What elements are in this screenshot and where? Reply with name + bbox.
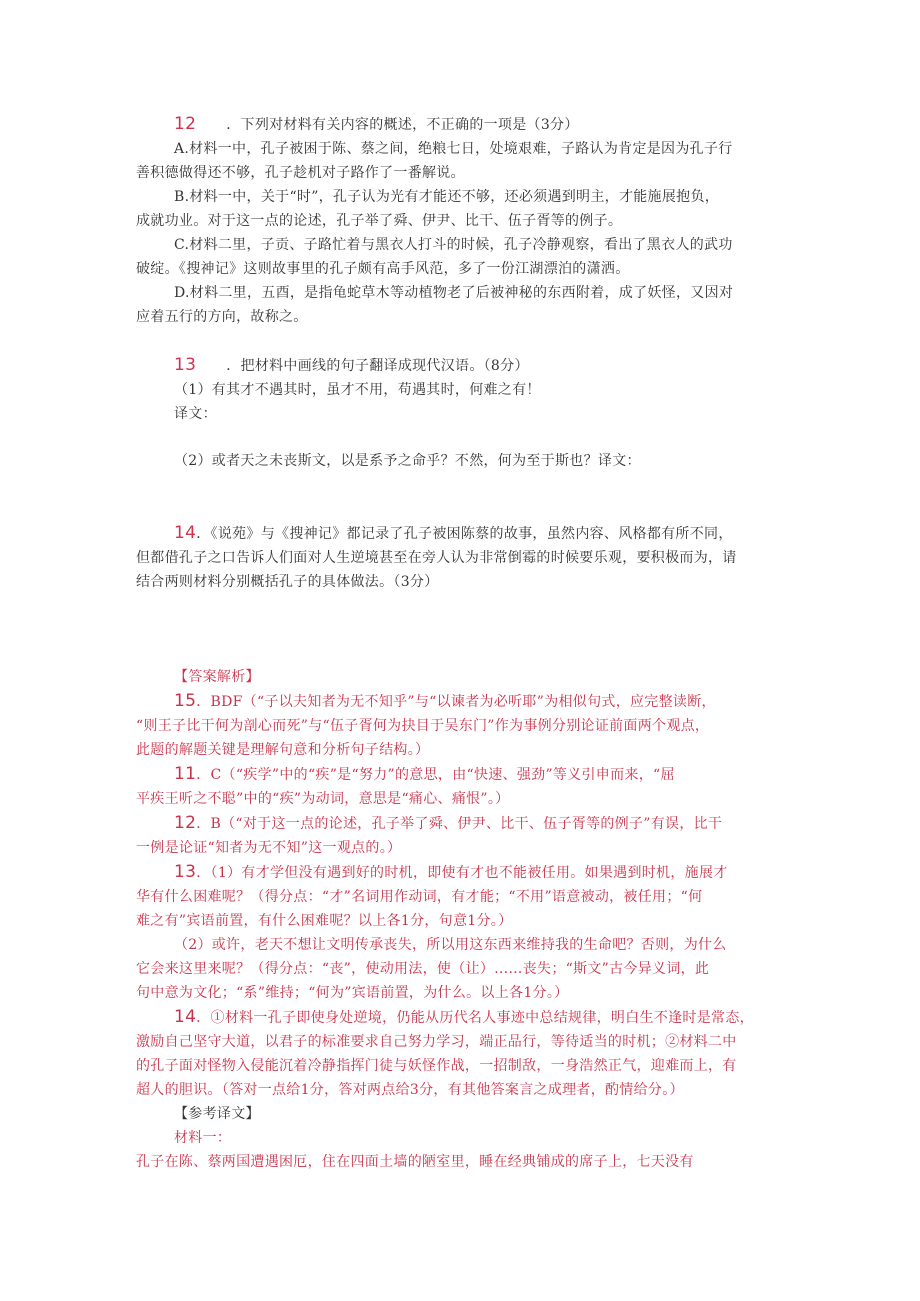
question-number: 12 [174, 114, 197, 134]
answer-15-line-2: “则王子比干何为剖心而死”与“伍子胥何为抉目于吴东门”作为事例分别论证前面两个观点， [136, 718, 710, 734]
answer-12-line-2: 一例是论证“知者为无不知”这一观点的。） [136, 840, 402, 856]
answer-15-line-1 [136, 689, 796, 714]
question-13 [136, 353, 796, 426]
answer-14-line-1 [136, 1005, 796, 1030]
answer-11-line-1 [136, 762, 796, 787]
answer-section [136, 665, 796, 1174]
reference-heading: 【参考译文】 [174, 1106, 260, 1122]
question-stem: ．把材料中画线的句子翻译成现代汉语。（8分） [226, 358, 529, 374]
question-12-stem [136, 112, 796, 137]
translation-label: 译文： [174, 406, 217, 422]
answer-text: ．B（“对于这一点的论述，孔子举了舜、伊尹、比干、伍子胥等的例子”有误，比干 [196, 816, 723, 832]
answer-heading: 【答案解析】 [174, 669, 260, 685]
answer-14-line-4: 超人的胆识。（答对一点给1分，答对两点给3分，有其他答案言之成理者，酌情给分。） [136, 1082, 684, 1098]
answer-13-line-1 [136, 860, 796, 885]
question-14-line-3: 结合两则材料分别概括孔子的具体做法。（3分） [136, 574, 439, 590]
option-b-line-1: B.材料一中，关于“时”，孔子认为光有才能还不够，还必须遇到明主，才能施展抱负， [174, 189, 720, 205]
answer-12-line-1 [136, 811, 796, 836]
answer-13-line-3: 难之有”宾语前置，有什么困难呢？以上各1分，句意1分。） [136, 913, 513, 929]
answer-13-line-4: （2）或许，老天不想让文明传承丧失，所以用这东西来维持我的生命吧？否则，为什么 [174, 937, 727, 953]
reference-line-1: 孔子在陈、蔡两国遭遇困厄，住在四面土墙的陋室里，睡在经典铺成的席子上，七天没有 [136, 1154, 694, 1170]
answer-14-line-3: 的孔子面对怪物入侵能沉着冷静指挥门徒与妖怪作战，一招制敌，一身浩然正气，迎难而上，有 [136, 1058, 737, 1074]
answer-number: 14 [174, 1007, 197, 1027]
answer-text: ．C（“疾学”中的“疾”是“努力”的意思，由“快速、强劲”等义引申而来，“屈 [196, 767, 675, 783]
reference-subheading: 材料一： [174, 1130, 232, 1146]
question-stem: ．《说苑》与《搜神记》都记录了孔子被困陈蔡的故事，虽然内容、风格都有所不同， [196, 526, 733, 542]
option-b-line-2: 成就功业。对于这一点的论述，孔子举了舜、伊尹、比干、伍子胥等的例子。 [136, 213, 623, 229]
option-c-line-2: 破绽。《搜神记》这则故事里的孔子颇有高手风范，多了一份江湖漂泊的潇洒。 [136, 261, 630, 277]
answer-11-line-2: 平疾王听之不聪”中的“疾”为动词，意思是“痛心、痛恨”。） [136, 791, 510, 807]
answer-text: ．①材料一孔子即使身处逆境，仍能从历代名人事迹中总结规律，明白生不逢时是常态， [196, 1010, 754, 1026]
sentence-1: （1）有其才不遇其时，虽才不用，苟遇其时，何难之有！ [174, 382, 541, 398]
answer-13-line-2: 华有什么困难呢？（得分点：“才”名词用作动词，有才能；“不用”语意被动，被任用；“何 [136, 889, 703, 905]
option-a-line-1: A.材料一中，孔子被困于陈、蔡之间，绝粮七日，处境艰难，子路认为肯定是因为孔子行 [174, 141, 733, 157]
answer-number: 12 [174, 813, 197, 833]
option-a-line-2: 善积德做得还不够，孔子趁机对子路作了一番解说。 [136, 165, 465, 181]
answer-14-line-2: 激励自己坚守大道，以君子的标准要求自己努力学习，端正品行，等待适当的时机；②材料二中 [136, 1034, 737, 1050]
answer-number: 13 [174, 862, 197, 882]
question-12 [136, 112, 796, 329]
question-14-line-2: 但都借孔子之口告诉人们面对人生逆境甚至在旁人认为非常倒霉的时候要乐观，要积极而为，请 [136, 550, 737, 566]
question-14 [136, 521, 796, 594]
sentence-2: （2）或者天之未丧斯文，以是系予之命乎？不然，何为至于斯也？译文： [174, 453, 641, 469]
question-number: 13 [174, 355, 197, 375]
answer-text: ．（1）有才学但没有遇到好的时机，即使有才也不能被任用。如果遇到时机，施展才 [196, 865, 728, 881]
question-stem: ．下列对材料有关内容的概述，不正确的一项是（3分） [226, 117, 579, 133]
answer-number: 11 [174, 764, 197, 784]
answer-15-line-3: 此题的解题关键是理解句意和分析句子结构。） [136, 742, 430, 758]
answer-number: 15 [174, 691, 197, 711]
question-13-sentence-2 [136, 449, 796, 473]
question-14-line-1 [136, 521, 796, 546]
question-number: 14 [174, 523, 197, 543]
answer-13-line-5: 它会来这里来呢？（得分点：“丧”，使动用法，使（让）……丧失；“斯文”古今异义词，此 [136, 961, 710, 977]
question-13-stem [136, 353, 796, 378]
option-d-line-1: D.材料二里，五酉，是指龟蛇草木等动植物老了后被神秘的东西附着，成了妖怪，又因对 [174, 285, 734, 301]
answer-13-line-6: 句中意为文化；“系”维持；“何为”宾语前置，为什么。以上各1分。） [136, 985, 569, 1001]
option-d-line-2: 应着五行的方向，故称之。 [136, 309, 308, 325]
option-c-line-1: C.材料二里，子贡、子路忙着与黑衣人打斗的时候，孔子冷静观察，看出了黑衣人的武功 [174, 237, 733, 253]
answer-text: ．BDF（“子以夫知者为无不知乎”与“以谏者为必听耶”为相似句式，应完整读断， [196, 694, 716, 710]
